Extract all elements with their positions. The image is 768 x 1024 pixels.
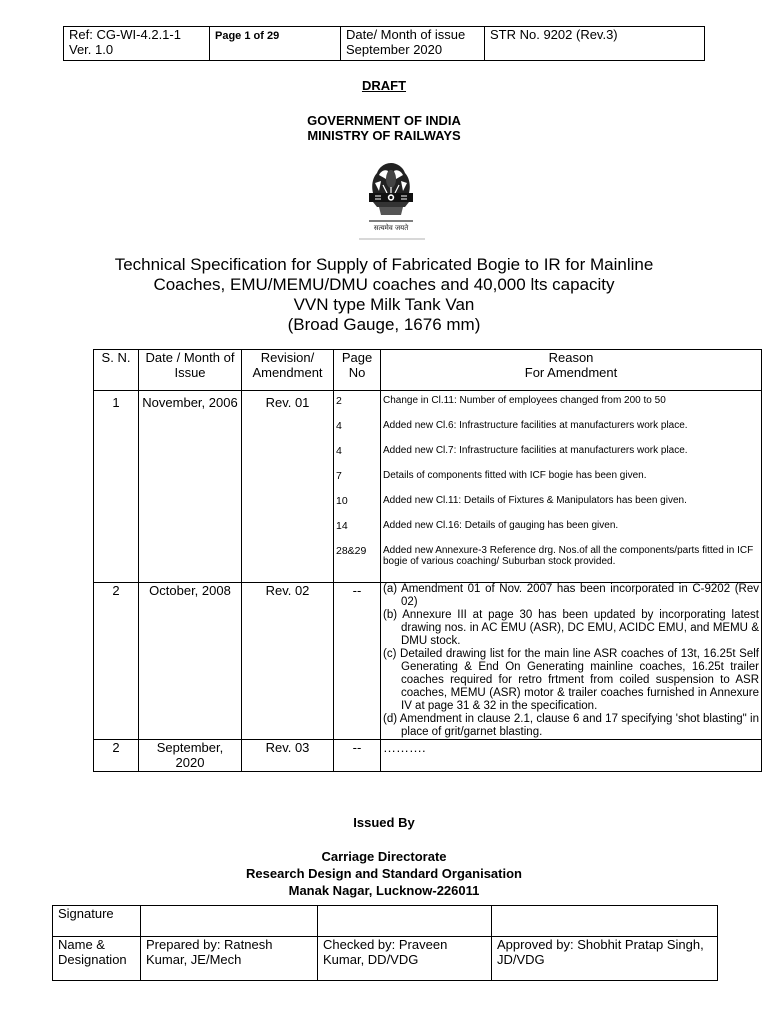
row1-pages [334,391,381,583]
row2-sn: 2 [94,583,139,740]
org-line-2: Research Design and Standard Organisation [246,866,522,881]
row2-revision: Rev. 02 [242,583,334,740]
revision-history-table [93,349,762,772]
header-reason-line2: For Amendment [524,365,618,380]
page-number: Page 1 of 29 [210,27,341,61]
reason-item: (b) Annexure III at page 30 has been updated by incorporating latest drawing nos. in AC EMU (ASR), DC EMU, ACIDC EMU, and MEMU & DMU stock. [383,609,759,647]
table-row [94,740,762,772]
reason-item: Added new Cl.16: Details of gauging has been given. [383,520,619,531]
row3-sn: 2 [94,740,139,772]
approved-by: Approved by: Shobhit Pratap Singh, JD/VDG [492,937,718,981]
header-sn: S. N. [94,350,139,391]
issue-date-cell [341,27,485,61]
table-row [94,583,762,740]
document-title [0,255,768,335]
row2-reasons [381,583,762,740]
org-line-3: Manak Nagar, Lucknow-226011 [288,883,480,898]
signature-approved [492,906,718,937]
page-entry: 28&29 [336,545,367,557]
signature-prepared [141,906,318,937]
reason-item: Added new Annexure-3 Reference drg. Nos.of all the components/parts fitted in ICF bogie of various coaching/ Suburban stock provided. [383,545,754,567]
org-line-1: Carriage Directorate [321,849,447,864]
table-row [94,391,762,583]
issued-by-label: Issued By [353,815,415,830]
ref-number: Ref: CG-WI-4.2.1-1 [69,27,181,42]
ref-cell [64,27,210,61]
page-entry: 10 [336,495,348,507]
issue-date-value: September 2020 [346,42,443,57]
reason-item: (d) Amendment in clause 2.1, clause 6 and 17 specifying 'shot blasting" in place of grit/garnet blasting. [383,713,759,738]
reason-item: Details of components fitted with ICF bogie has been given. [383,470,647,481]
issue-date-label: Date/ Month of issue [346,27,466,42]
ministry-heading [0,113,768,143]
row3-reason: ………. [381,740,762,772]
page-entry: 4 [336,445,342,457]
version: Ver. 1.0 [69,42,114,57]
header-date: Date / Month of Issue [139,350,242,391]
row3-date: September, 2020 [139,740,242,772]
row2-date: October, 2008 [139,583,242,740]
reason-item: Added new Cl.7: Infrastructure facilities at manufacturers work place. [383,445,688,456]
national-emblem-icon [355,155,427,241]
header-revision: Revision/ Amendment [242,350,334,391]
str-number: STR No. 9202 (Rev.3) [485,27,705,61]
row1-reasons [381,391,762,583]
header-page: Page No [334,350,381,391]
signature-table [52,905,718,981]
row3-page: -- [334,740,381,772]
title-line-3: VVN type Milk Tank Van [293,295,475,314]
signature-label: Signature [53,906,141,937]
reason-item: Change in Cl.11: Number of employees changed from 200 to 50 [383,395,666,406]
name-designation-label: Name & Designation [53,937,141,981]
table-header-row [94,350,762,391]
row1-revision: Rev. 01 [242,391,334,583]
title-line-1: Technical Specification for Supply of Fabricated Bogie to IR for Mainline [114,255,654,274]
document-header-table [63,26,705,61]
row1-date: November, 2006 [139,391,242,583]
signature-checked [318,906,492,937]
page-entry: 7 [336,470,342,482]
title-line-4: (Broad Gauge, 1676 mm) [287,315,481,334]
issuing-organisation [0,848,768,899]
row2-page: -- [334,583,381,740]
emblem-motto: सत्यमेव जयते [373,224,409,232]
government-line: GOVERNMENT OF INDIA [307,113,461,128]
title-line-2: Coaches, EMU/MEMU/DMU coaches and 40,000 lts capacity [153,275,615,294]
draft-label: DRAFT [361,78,407,93]
checked-by: Checked by: Praveen Kumar, DD/VDG [318,937,492,981]
prepared-by: Prepared by: Ratnesh Kumar, JE/Mech [141,937,318,981]
row1-sn: 1 [94,391,139,583]
page-entry: 14 [336,520,348,532]
reason-item: (c) Detailed drawing list for the main line ASR coaches of 13t, 16.25t Self Generating & End On Generating mainline coaches, 16.25t trailer coaches required for retro frtment from coiled suspension to ASR coaches, MEMU (ASR) motor & trailer coaches furnished in Annexure IV at page 31 & 32 in the specification. [383,648,759,712]
reason-item: Added new Cl.6: Infrastructure facilities at manufacturers work place. [383,420,688,431]
ministry-line: MINISTRY OF RAILWAYS [307,128,461,143]
page-entry: 2 [336,395,342,407]
row3-revision: Rev. 03 [242,740,334,772]
header-reason-line1: Reason [548,350,594,365]
page-entry: 4 [336,420,342,432]
header-reason [381,350,762,391]
reason-item: (a) Amendment 01 of Nov. 2007 has been incorporated in C-9202 (Rev 02) [383,583,759,608]
reason-item: Added new Cl.11: Details of Fixtures & Manipulators has been given. [383,495,687,506]
